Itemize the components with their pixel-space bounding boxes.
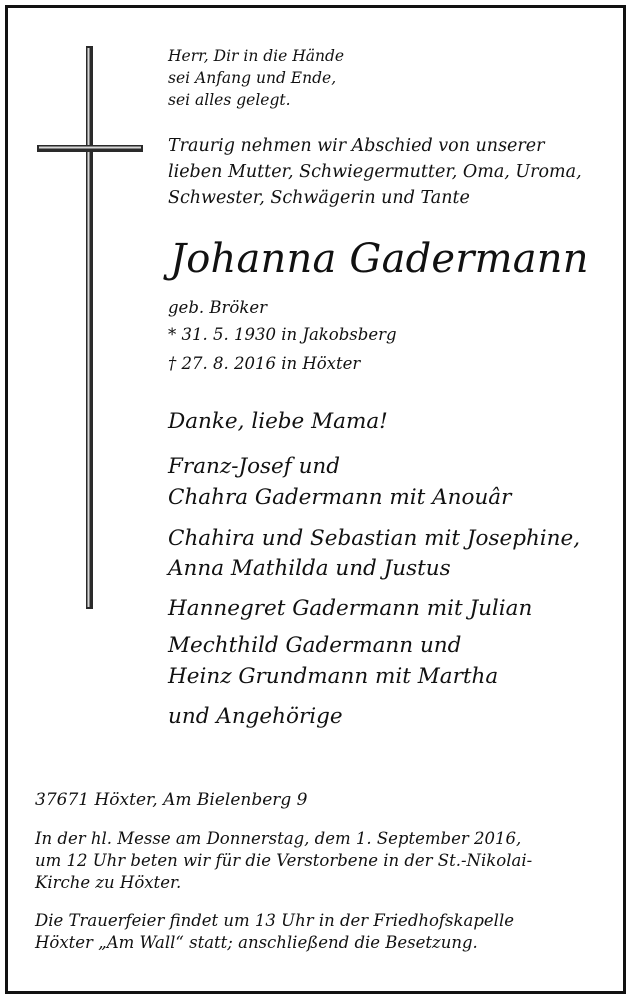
address: 37671 Höxter, Am Bielenberg 9 bbox=[35, 790, 308, 810]
verse-line: Herr, Dir in die Hände bbox=[168, 47, 345, 65]
service-info-line: In der hl. Messe am Donnerstag, dem 1. September 2016, bbox=[35, 829, 522, 848]
family-line: Franz-Josef und bbox=[168, 454, 341, 479]
family-line: Mechthild Gadermann und bbox=[168, 633, 462, 658]
family-line: Anna Mathilda und Justus bbox=[168, 556, 451, 581]
service-info-line: Kirche zu Höxter. bbox=[35, 873, 182, 892]
birth-date: * 31. 5. 1930 in Jakobsberg bbox=[168, 325, 397, 344]
verse-line: sei alles gelegt. bbox=[168, 91, 291, 109]
family-line: Hannegret Gadermann mit Julian bbox=[168, 596, 533, 621]
service-info-line: Höxter „Am Wall“ statt; anschließend die Besetzung. bbox=[35, 933, 478, 952]
family-line: und Angehörige bbox=[168, 704, 343, 729]
service-info-line: Die Trauerfeier findet um 13 Uhr in der Friedhofskapelle bbox=[35, 911, 514, 930]
thanks-line: Danke, liebe Mama! bbox=[168, 409, 388, 434]
intro-line: Schwester, Schwägerin und Tante bbox=[168, 188, 470, 208]
intro-line: lieben Mutter, Schwiegermutter, Oma, Uroma, bbox=[168, 162, 582, 182]
family-line: Chahira und Sebastian mit Josephine, bbox=[168, 526, 581, 551]
death-date: † 27. 8. 2016 in Höxter bbox=[168, 354, 361, 373]
deceased-name: Johanna Gadermann bbox=[170, 236, 589, 282]
birth-name: geb. Bröker bbox=[168, 298, 267, 317]
service-info-line: um 12 Uhr beten wir für die Verstorbene in der St.-Nikolai- bbox=[35, 851, 533, 870]
family-line: Chahra Gadermann mit Anouâr bbox=[168, 485, 512, 510]
intro-line: Traurig nehmen wir Abschied von unserer bbox=[168, 136, 545, 156]
verse-line: sei Anfang und Ende, bbox=[168, 69, 337, 87]
family-line: Heinz Grundmann mit Martha bbox=[168, 664, 499, 689]
